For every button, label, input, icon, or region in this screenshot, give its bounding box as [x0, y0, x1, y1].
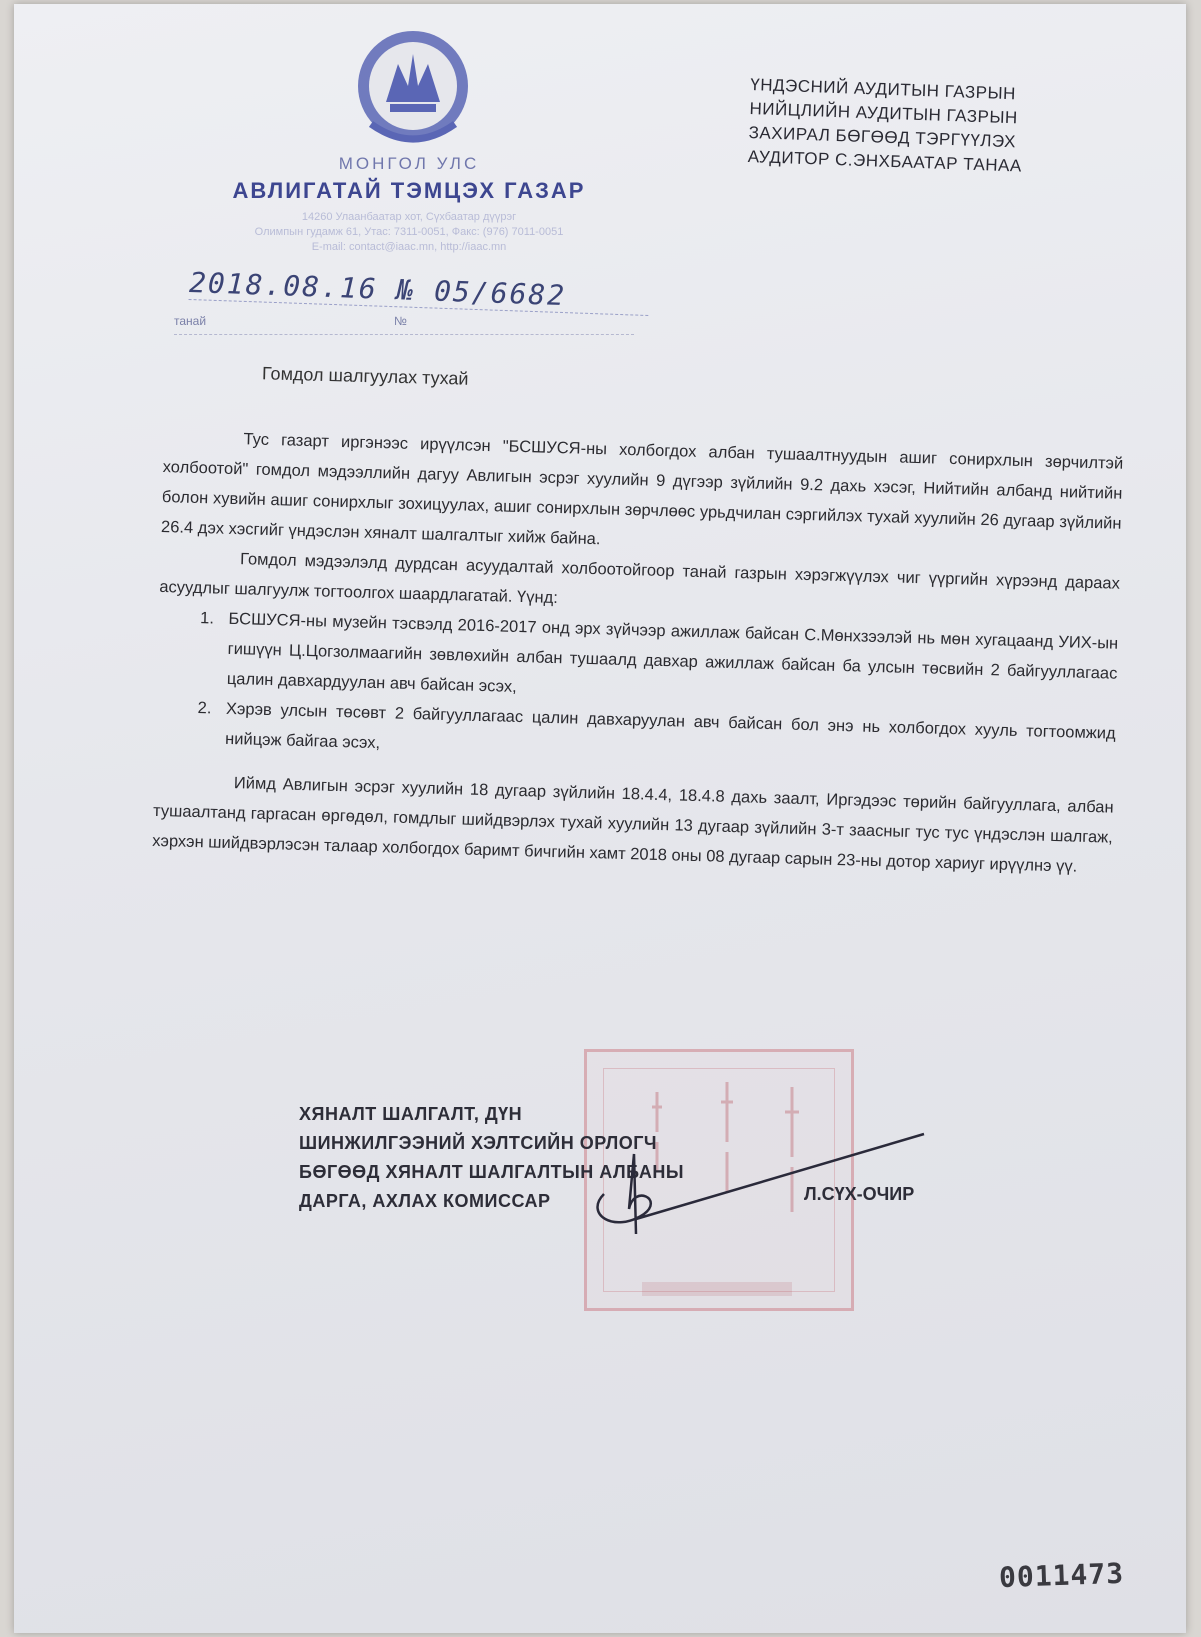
letter-subject: Гомдол шалгуулах тухай: [261, 363, 469, 389]
addressee-line: ҮНДЭСНИЙ АУДИТЫН ГАЗРЫН: [750, 75, 1017, 104]
request-item: 2. Хэрэв улсын төсөвт 2 байгууллагаас цалин давхаруулан авч байсан бол энэ нь холбогдох хууль тогтоомжид нийцэж байгаа эсэх,: [215, 694, 1116, 779]
request-item: 1. БСШУСЯ-ны музейн тэсвэлд 2016-2017 онд эрх зүйчээр ажиллаж байсан С.Мөнхзээлэй нь мөн хугацаанд УИХ-ын гишүүн Ц.Цогзолмаагийн зөвлөхийн албан тушаалд давхар ажиллаж байсан ба улсын төсвийн 2 байгууллагаас цалин давхардуулан авч байсан эсэх,: [216, 604, 1118, 719]
letterhead: [164, 154, 654, 255]
signatory-title-line: БӨГӨӨД ХЯНАЛТ ШАЛГАЛТЫН АЛБАНЫ: [299, 1162, 684, 1182]
addressee-line: НИЙЦЛИЙН АУДИТЫН ГАЗРЫН: [749, 98, 1019, 128]
body-paragraph: Гомдол мэдээлэлд дурдсан асуудалтай холбоотойгоор танай газрын хэрэгжүүлэх чиг үүргийн хүрээнд дараах асуудлыг шалгуулж тогтоолгох шаардлагатай. Үүнд:: [159, 550, 1121, 608]
contact-line: 14260 Улаанбаатар хот, Сүхбаатар дүүрэг: [301, 211, 517, 223]
registration-number: 2018.08.16 № 05/6682: [189, 266, 650, 316]
request-list: [155, 602, 1119, 779]
addressee-block: [747, 73, 1095, 181]
signatory-title-line: ХЯНАЛТ ШАЛГАЛТ, ДҮН: [299, 1104, 523, 1124]
letterhead-contact: [164, 210, 654, 255]
addressee-line: АУДИТОР С.ЭНХБААТАР ТАНАА: [747, 146, 1023, 176]
state-emblem-icon: [346, 24, 481, 159]
signatory-name: Л.СҮХ-ОЧИР: [804, 1184, 915, 1204]
reference-line: [174, 314, 634, 335]
contact-line: Олимпын гудамж 61, Утас: 7311-0051, Факс: (976) 7011-0051: [254, 226, 564, 238]
reference-label: танай: [174, 314, 207, 328]
serial-number: 0011473: [998, 1556, 1125, 1595]
letterhead-country: МОНГОЛ УЛС: [338, 154, 480, 173]
signatory-title-line: ШИНЖИЛГЭЭНИЙ ХЭЛТСИЙН ОРЛОГЧ: [299, 1133, 658, 1153]
letterhead-org-name: АВЛИГАТАЙ ТЭМЦЭХ ГАЗАР: [232, 178, 586, 203]
document-page: [14, 4, 1186, 1633]
signatory-title-line: ДАРГА, АХЛАХ КОМИССАР: [299, 1191, 551, 1211]
contact-line: E-mail: contact@iaac.mn, http://iaac.mn: [311, 241, 507, 253]
body-paragraph-closing: Иймд Авлигын эсрэг хуулийн 18 дугаар зүйлийн 18.4.4, 18.4.8 дахь заалт, Иргэдээс төрийн байгууллага, албан тушаалтанд гаргасан өргөдөл, гомдлыг шийдвэрлэх тухай хуулийн 13 дугаар зүйлийн 3-т заасныг тус тус үндэслэн шалгаж, хэрхэн шийдвэрлэсэн талаар холбогдох баримт бичгийн хамт 2018 оны 08 дугаар сарын 23-ны дотор хариуг ирүүлнэ үү.: [152, 774, 1114, 876]
letter-body: [152, 422, 1124, 883]
addressee-line: ЗАХИРАЛ БӨГӨӨД ТЭРГҮҮЛЭХ: [748, 122, 1017, 152]
body-paragraph: Тус газарт иргэнээс ирүүлсэн "БСШУСЯ-ны холбогдох албан тушаалтнуудын ашиг сонирхлын зөрчилтэй холбоотой" гомдол мэдээллийн дагуу Авлигын эсрэг хуулийн 9 дүгээр зүйлийн 9.2 дахь хэсэг, Нийтийн албанд нийтийн болон хувийн ашиг сонирхлыг зохицуулах, ашиг сонирхлын зөрчлөөс урьдчилан сэргийлэх тухай хуулийн 26 дугаар зүйлийн 26.4 дэх хэсгийг үндэслэн хяналт шалгалтыг хийж байна.: [160, 430, 1124, 549]
reference-no-label: №: [394, 314, 407, 328]
